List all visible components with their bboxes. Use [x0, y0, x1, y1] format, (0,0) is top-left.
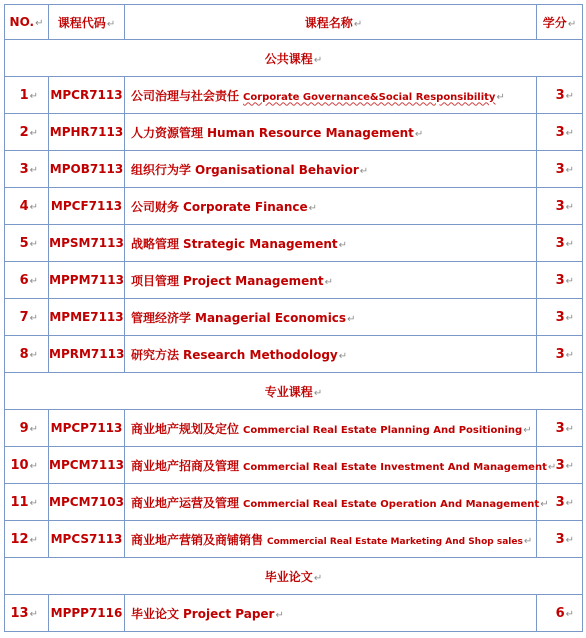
- row-no: 11↵: [5, 484, 49, 521]
- row-name: 研究方法 Research Methodology↵: [125, 336, 537, 373]
- row-credit: 3↵: [537, 521, 583, 558]
- row-credit: 3↵: [537, 484, 583, 521]
- row-no: 5↵: [5, 225, 49, 262]
- row-code: MPPM7113: [49, 262, 125, 299]
- header-credit: 学分↵: [537, 5, 583, 40]
- row-code: MPCM7103: [49, 484, 125, 521]
- section-title: 专业课程↵: [5, 373, 583, 410]
- row-credit: 3↵: [537, 410, 583, 447]
- table-row: [5, 336, 583, 373]
- row-code: MPCS7113: [49, 521, 125, 558]
- section-title: 公共课程↵: [5, 40, 583, 77]
- table-row: [5, 595, 583, 632]
- section-row-thesis: [5, 558, 583, 595]
- header-name: 课程名称↵: [125, 5, 537, 40]
- table-row: [5, 262, 583, 299]
- row-credit: 3↵: [537, 447, 583, 484]
- row-credit: 3↵: [537, 77, 583, 114]
- row-no: 3↵: [5, 151, 49, 188]
- table-row: [5, 410, 583, 447]
- row-no: 12↵: [5, 521, 49, 558]
- row-code: MPPP7116: [49, 595, 125, 632]
- row-no: 4↵: [5, 188, 49, 225]
- row-code: MPOB7113: [49, 151, 125, 188]
- row-no: 6↵: [5, 262, 49, 299]
- row-name: 商业地产运营及管理 Commercial Real Estate Operation And Management↵: [125, 484, 537, 521]
- row-code: MPRM7113: [49, 336, 125, 373]
- table-row: [5, 114, 583, 151]
- row-no: 8↵: [5, 336, 49, 373]
- table-row: [5, 225, 583, 262]
- row-code: MPCM7113: [49, 447, 125, 484]
- row-credit: 3↵: [537, 262, 583, 299]
- table-row: [5, 77, 583, 114]
- row-no: 13↵: [5, 595, 49, 632]
- table-row: [5, 521, 583, 558]
- row-code: MPCP7113: [49, 410, 125, 447]
- row-name: 组织行为学 Organisational Behavior↵: [125, 151, 537, 188]
- row-no: 10↵: [5, 447, 49, 484]
- row-name: 商业地产营销及商铺销售 Commercial Real Estate Marketing And Shop sales↵: [125, 521, 537, 558]
- header-row: [5, 5, 583, 40]
- row-name: 公司财务 Corporate Finance↵: [125, 188, 537, 225]
- row-name: 战略管理 Strategic Management↵: [125, 225, 537, 262]
- table-row: [5, 151, 583, 188]
- row-credit: 3↵: [537, 151, 583, 188]
- row-name: 人力资源管理 Human Resource Management↵: [125, 114, 537, 151]
- header-code: 课程代码↵: [49, 5, 125, 40]
- row-name: 管理经济学 Managerial Economics↵: [125, 299, 537, 336]
- table-row: [5, 484, 583, 521]
- row-code: MPHR7113: [49, 114, 125, 151]
- row-credit: 3↵: [537, 114, 583, 151]
- row-code: MPSM7113: [49, 225, 125, 262]
- row-code: MPCR7113: [49, 77, 125, 114]
- row-no: 2↵: [5, 114, 49, 151]
- row-no: 1↵: [5, 77, 49, 114]
- section-title: 毕业论文↵: [5, 558, 583, 595]
- row-name: 公司治理与社会责任 Corporate Governance&Social Responsibility↵: [125, 77, 537, 114]
- row-name: 毕业论文 Project Paper↵: [125, 595, 537, 632]
- section-row-public: [5, 40, 583, 77]
- row-name: 商业地产招商及管理 Commercial Real Estate Investment And Management↵: [125, 447, 537, 484]
- row-name: 项目管理 Project Management↵: [125, 262, 537, 299]
- table-row: [5, 447, 583, 484]
- header-no: NO.↵: [5, 5, 49, 40]
- table-row: [5, 299, 583, 336]
- row-no: 9↵: [5, 410, 49, 447]
- section-row-major: [5, 373, 583, 410]
- row-name: 商业地产规划及定位 Commercial Real Estate Planning And Positioning↵: [125, 410, 537, 447]
- row-code: MPCF7113: [49, 188, 125, 225]
- row-code: MPME7113: [49, 299, 125, 336]
- course-table: [4, 4, 583, 632]
- row-credit: 3↵: [537, 336, 583, 373]
- row-credit: 6↵: [537, 595, 583, 632]
- row-no: 7↵: [5, 299, 49, 336]
- row-credit: 3↵: [537, 188, 583, 225]
- row-credit: 3↵: [537, 225, 583, 262]
- row-credit: 3↵: [537, 299, 583, 336]
- table-row: [5, 188, 583, 225]
